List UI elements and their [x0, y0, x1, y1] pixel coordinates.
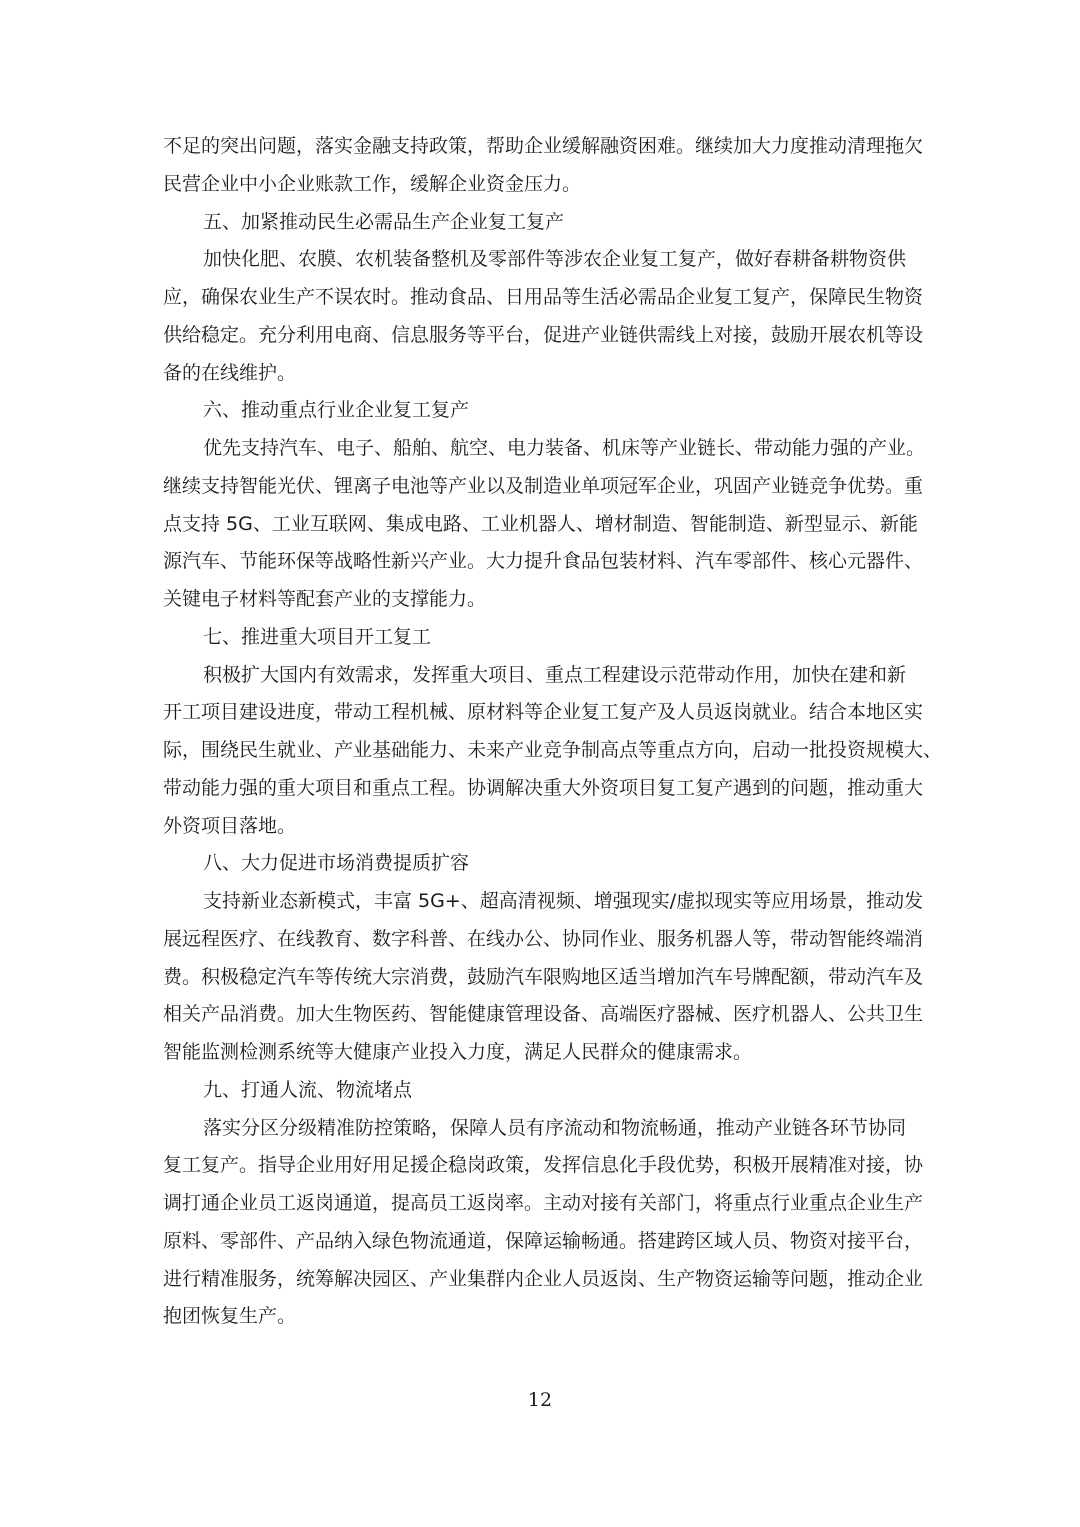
- body-text-line: 进行精准服务，统筹解决园区、产业集群内企业人员返岗、生产物资运输等问题，推动企业: [163, 1267, 924, 1290]
- body-text-line: 积极扩大国内有效需求，发挥重大项目、重点工程建设示范带动作用，加快在建和新: [203, 663, 907, 686]
- body-text-line: 关键电子材料等配套产业的支撑能力。: [163, 588, 487, 610]
- body-text-line: 民营企业中小企业账款工作，缓解企业资金压力。: [163, 172, 582, 195]
- body-text-line: 点支持 5G、工业互联网、集成电路、工业机器人、增材制造、智能制造、新型显示、新能: [163, 512, 918, 535]
- body-text-line: 供给稳定。充分利用电商、信息服务等平台，促进产业链供需线上对接，鼓励开展农机等设: [163, 323, 924, 346]
- section-heading-6: 六、推动重点行业企业复工复产: [203, 399, 470, 422]
- body-text-line: 备的在线维护。: [163, 361, 297, 384]
- body-text-line: 支持新业态新模式，丰富 5G+、超高清视频、增强现实/虚拟现实等应用场景，推动发: [203, 890, 924, 912]
- body-text-line: 源汽车、节能环保等战略性新兴产业。大力提升食品包装材料、汽车零部件、核心元器件、: [163, 550, 924, 573]
- section-heading-5: 五、加紧推动民生必需品生产企业复工复产: [203, 210, 565, 233]
- body-text-line: 抱团恢复生产。: [163, 1305, 297, 1328]
- body-text-line: 费。积极稳定汽车等传统大宗消费，鼓励汽车限购地区适当增加汽车号牌配额，带动汽车及: [163, 965, 924, 988]
- body-text-line: 展远程医疗、在线教育、数字科普、在线办公、协同作业、服务机器人等，带动智能终端消: [163, 927, 924, 950]
- section-heading-8: 八、大力促进市场消费提质扩容: [203, 852, 470, 875]
- body-text-line: 智能监测检测系统等大健康产业投入力度，满足人民群众的健康需求。: [163, 1041, 753, 1063]
- body-text-line: 落实分区分级精准防控策略，保障人员有序流动和物流畅通，推动产业链各环节协同: [203, 1116, 907, 1139]
- body-text-line: 带动能力强的重大项目和重点工程。协调解决重大外资项目复工复产遇到的问题，推动重大: [163, 776, 924, 799]
- body-text-line: 优先支持汽车、电子、船舶、航空、电力装备、机床等产业链长、带动能力强的产业。: [203, 437, 926, 459]
- body-text-line: 原料、零部件、产品纳入绿色物流通道，保障运输畅通。搭建跨区域人员、物资对接平台，: [163, 1229, 924, 1252]
- section-heading-9: 九、打通人流、物流堵点: [203, 1078, 413, 1101]
- body-text-line: 加快化肥、农膜、农机装备整机及零部件等涉农企业复工复产，做好春耕备耕物资供: [203, 248, 907, 271]
- body-text-line: 际，围绕民生就业、产业基础能力、未来产业竞争制高点等重点方向，启动一批投资规模大、: [163, 739, 943, 761]
- body-text-line: 复工复产。指导企业用好用足援企稳岗政策，发挥信息化手段优势，积极开展精准对接，协: [163, 1154, 924, 1177]
- body-text-line: 继续支持智能光伏、锂离子电池等产业以及制造业单项冠军企业，巩固产业链竞争优势。重: [163, 474, 924, 497]
- page-number: 12: [527, 1389, 553, 1411]
- body-text-line: 调打通企业员工返岗通道，提高员工返岗率。主动对接有关部门，将重点行业重点企业生产: [163, 1192, 924, 1214]
- body-text-line: 开工项目建设进度，带动工程机械、原材料等企业复工复产及人员返岗就业。结合本地区实: [163, 701, 924, 724]
- body-text-line: 外资项目落地。: [163, 814, 297, 837]
- section-heading-7: 七、推进重大项目开工复工: [203, 625, 432, 648]
- body-text-line: 相关产品消费。加大生物医药、智能健康管理设备、高端医疗器械、医疗机器人、公共卫生: [163, 1003, 924, 1026]
- body-text-line: 不足的突出问题，落实金融支持政策，帮助企业缓解融资困难。继续加大力度推动清理拖欠: [163, 135, 924, 157]
- body-text-line: 应，确保农业生产不误农时。推动食品、日用品等生活必需品企业复工复产，保障民生物资: [163, 286, 924, 308]
- document-body: [163, 128, 943, 1336]
